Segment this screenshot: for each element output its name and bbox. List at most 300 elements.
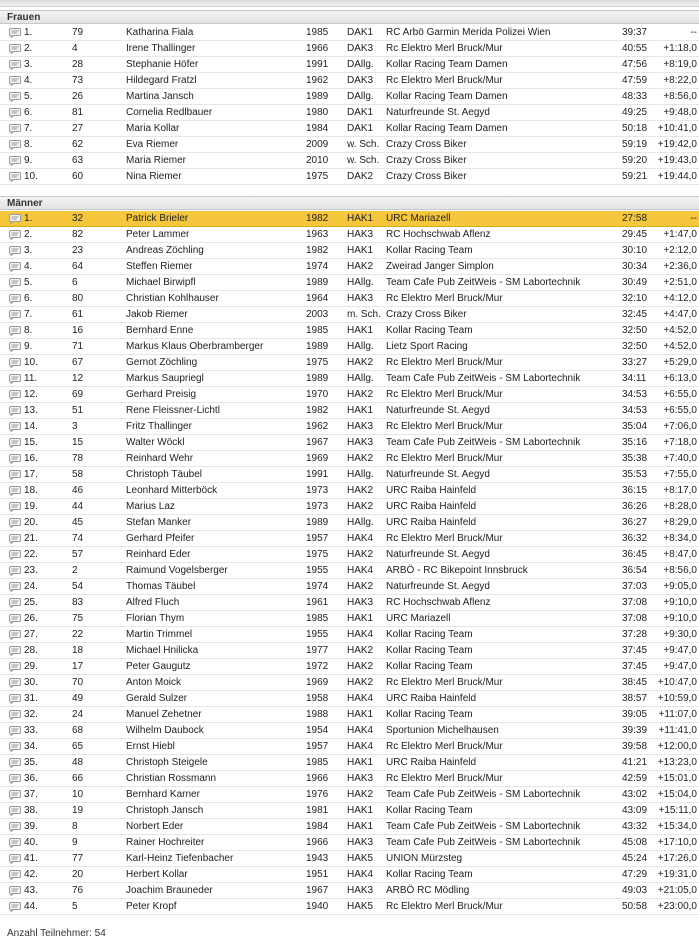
diff-cell: +4:12,0 — [663, 293, 697, 304]
rank-cell: 36. — [24, 773, 38, 784]
comment-icon[interactable] — [9, 886, 21, 896]
result-row[interactable] — [0, 515, 699, 531]
class-cell: HAK4 — [347, 725, 374, 736]
year-cell: 1989 — [306, 373, 329, 384]
comment-icon[interactable] — [9, 124, 21, 134]
bib-cell: 83 — [72, 597, 84, 608]
time-cell: 37:08 — [622, 613, 648, 624]
year-cell: 1985 — [306, 757, 329, 768]
rank-cell: 40. — [24, 837, 38, 848]
rank-cell: 3. — [24, 245, 33, 256]
year-cell: 1943 — [306, 853, 329, 864]
result-row[interactable] — [0, 547, 699, 563]
team-cell: Crazy Cross Biker — [386, 171, 467, 182]
name-cell: Gerhard Preisig — [126, 389, 197, 400]
team-cell: Kollar Racing Team Damen — [386, 59, 508, 70]
class-cell: HAK3 — [347, 293, 374, 304]
bib-cell: 74 — [72, 533, 84, 544]
class-cell: HAK2 — [347, 357, 374, 368]
name-cell: Manuel Zehetner — [126, 709, 202, 720]
comment-icon[interactable] — [9, 214, 21, 224]
year-cell: 1966 — [306, 773, 329, 784]
result-row[interactable] — [0, 675, 699, 691]
comment-icon[interactable] — [9, 678, 21, 688]
comment-icon[interactable] — [9, 262, 21, 272]
rank-cell: 15. — [24, 437, 38, 448]
result-row[interactable] — [0, 595, 699, 611]
result-row[interactable] — [0, 25, 699, 41]
result-row[interactable] — [0, 451, 699, 467]
bib-cell: 3 — [72, 421, 78, 432]
comment-icon[interactable] — [9, 470, 21, 480]
comment-icon[interactable] — [9, 44, 21, 54]
result-row[interactable] — [0, 883, 699, 899]
rank-cell: 5. — [24, 91, 33, 102]
time-cell: 39:37 — [622, 27, 648, 38]
year-cell: 1980 — [306, 107, 329, 118]
class-cell: HAK5 — [347, 853, 374, 864]
bib-cell: 63 — [72, 155, 84, 166]
name-cell: Christoph Jansch — [126, 805, 204, 816]
year-cell: 1958 — [306, 693, 329, 704]
rank-cell: 18. — [24, 485, 38, 496]
time-cell: 50:18 — [622, 123, 648, 134]
diff-cell: +4:47,0 — [663, 309, 697, 320]
name-cell: Patrick Brieler — [126, 213, 189, 224]
result-row[interactable] — [0, 819, 699, 835]
name-cell: Christoph Täubel — [126, 469, 202, 480]
rank-cell: 10. — [24, 357, 38, 368]
rank-cell: 13. — [24, 405, 38, 416]
year-cell: 1962 — [306, 421, 329, 432]
bib-cell: 5 — [72, 901, 78, 912]
comment-icon[interactable] — [9, 870, 21, 880]
comment-icon[interactable] — [9, 156, 21, 166]
diff-cell: +19:31,0 — [657, 869, 697, 880]
comment-icon[interactable] — [9, 76, 21, 86]
rank-cell: 1. — [24, 27, 33, 38]
year-cell: 1969 — [306, 453, 329, 464]
team-cell: Rc Elektro Merl Bruck/Mur — [386, 357, 503, 368]
year-cell: 1982 — [306, 213, 329, 224]
result-row[interactable] — [0, 153, 699, 169]
result-row[interactable] — [0, 339, 699, 355]
result-row[interactable] — [0, 691, 699, 707]
rank-cell: 39. — [24, 821, 38, 832]
comment-icon[interactable] — [9, 598, 21, 608]
result-row[interactable] — [0, 579, 699, 595]
class-cell: HAK2 — [347, 677, 374, 688]
bib-cell: 18 — [72, 645, 84, 656]
bib-cell: 24 — [72, 709, 84, 720]
time-cell: 45:08 — [622, 837, 648, 848]
team-cell: URC Raiba Hainfeld — [386, 485, 477, 496]
time-cell: 49:25 — [622, 107, 648, 118]
result-row[interactable] — [0, 419, 699, 435]
comment-icon[interactable] — [9, 582, 21, 592]
rank-cell: 7. — [24, 123, 33, 134]
result-row[interactable] — [0, 403, 699, 419]
comment-icon[interactable] — [9, 358, 21, 368]
result-row[interactable] — [0, 899, 699, 915]
team-cell: Rc Elektro Merl Bruck/Mur — [386, 43, 503, 54]
class-cell: HAK4 — [347, 533, 374, 544]
bib-cell: 82 — [72, 229, 84, 240]
time-cell: 38:57 — [622, 693, 648, 704]
bib-cell: 70 — [72, 677, 84, 688]
name-cell: Hildegard Fratzl — [126, 75, 197, 86]
result-row[interactable] — [0, 371, 699, 387]
class-cell: HAK4 — [347, 693, 374, 704]
rank-cell: 42. — [24, 869, 38, 880]
class-cell: HAllg. — [347, 277, 374, 288]
name-cell: Andreas Zöchling — [126, 245, 204, 256]
bib-cell: 81 — [72, 107, 84, 118]
comment-icon[interactable] — [9, 694, 21, 704]
result-row[interactable] — [0, 739, 699, 755]
class-cell: HAK1 — [347, 757, 374, 768]
comment-icon[interactable] — [9, 614, 21, 624]
comment-icon[interactable] — [9, 422, 21, 432]
name-cell: Gerhard Pfeifer — [126, 533, 195, 544]
time-cell: 37:28 — [622, 629, 648, 640]
name-cell: Anton Moick — [126, 677, 182, 688]
time-cell: 32:50 — [622, 325, 648, 336]
rank-cell: 31. — [24, 693, 38, 704]
time-cell: 32:10 — [622, 293, 648, 304]
result-row[interactable] — [0, 41, 699, 57]
comment-icon[interactable] — [9, 854, 21, 864]
team-cell: Rc Elektro Merl Bruck/Mur — [386, 741, 503, 752]
class-cell: HAllg. — [347, 469, 374, 480]
team-cell: Naturfreunde St. Aegyd — [386, 107, 490, 118]
team-cell: Rc Elektro Merl Bruck/Mur — [386, 901, 503, 912]
result-row[interactable] — [0, 435, 699, 451]
name-cell: Rainer Hochreiter — [126, 837, 205, 848]
year-cell: 1989 — [306, 91, 329, 102]
bib-cell: 6 — [72, 277, 78, 288]
rank-cell: 29. — [24, 661, 38, 672]
time-cell: 38:45 — [622, 677, 648, 688]
team-cell: Kollar Racing Team — [386, 629, 473, 640]
rank-cell: 11. — [24, 373, 38, 384]
result-row[interactable] — [0, 659, 699, 675]
name-cell: Steffen Riemer — [126, 261, 193, 272]
diff-cell: +6:55,0 — [663, 389, 697, 400]
team-cell: Rc Elektro Merl Bruck/Mur — [386, 677, 503, 688]
diff-cell: +8:56,0 — [663, 565, 697, 576]
name-cell: Christian Rossmann — [126, 773, 217, 784]
comment-icon[interactable] — [9, 108, 21, 118]
diff-cell: +23:00,0 — [657, 901, 697, 912]
name-cell: Peter Kropf — [126, 901, 177, 912]
class-cell: w. Sch. — [347, 139, 380, 150]
time-cell: 35:38 — [622, 453, 648, 464]
bib-cell: 77 — [72, 853, 84, 864]
result-row[interactable] — [0, 355, 699, 371]
class-cell: HAK1 — [347, 821, 374, 832]
year-cell: 1974 — [306, 261, 329, 272]
diff-cell: +5:29,0 — [663, 357, 697, 368]
name-cell: Maria Riemer — [126, 155, 187, 166]
result-row[interactable] — [0, 611, 699, 627]
team-cell: Team Cafe Pub ZeitWeis - SM Labortechnik — [386, 277, 581, 288]
year-cell: 1963 — [306, 229, 329, 240]
team-cell: URC Raiba Hainfeld — [386, 517, 477, 528]
name-cell: Gerald Sulzer — [126, 693, 188, 704]
comment-icon[interactable] — [9, 60, 21, 70]
result-row[interactable] — [0, 771, 699, 787]
diff-cell: +17:26,0 — [657, 853, 697, 864]
name-cell: Peter Lammer — [126, 229, 190, 240]
result-row[interactable] — [0, 755, 699, 771]
result-row[interactable] — [0, 787, 699, 803]
comment-icon[interactable] — [9, 790, 21, 800]
diff-cell: +21:05,0 — [657, 885, 697, 896]
comment-icon[interactable] — [9, 774, 21, 784]
diff-cell: +15:04,0 — [657, 789, 697, 800]
year-cell: 1984 — [306, 123, 329, 134]
result-row[interactable] — [0, 105, 699, 121]
time-cell: 27:58 — [622, 213, 648, 224]
bib-cell: 67 — [72, 357, 84, 368]
rank-cell: 28. — [24, 645, 38, 656]
comment-icon[interactable] — [9, 822, 21, 832]
comment-icon[interactable] — [9, 646, 21, 656]
result-row[interactable] — [0, 467, 699, 483]
time-cell: 39:58 — [622, 741, 648, 752]
result-row[interactable] — [0, 531, 699, 547]
result-row[interactable] — [0, 275, 699, 291]
year-cell: 1966 — [306, 43, 329, 54]
diff-cell: +8:22,0 — [663, 75, 697, 86]
comment-icon[interactable] — [9, 342, 21, 352]
bib-cell: 20 — [72, 869, 84, 880]
comment-icon[interactable] — [9, 566, 21, 576]
comment-icon[interactable] — [9, 92, 21, 102]
diff-cell: +9:05,0 — [663, 581, 697, 592]
result-row[interactable] — [0, 499, 699, 515]
comment-icon[interactable] — [9, 278, 21, 288]
result-row[interactable] — [0, 89, 699, 105]
result-row[interactable] — [0, 259, 699, 275]
result-row[interactable] — [0, 211, 699, 227]
bib-cell: 79 — [72, 27, 84, 38]
name-cell: Stefan Manker — [126, 517, 192, 528]
bib-cell: 73 — [72, 75, 84, 86]
comment-icon[interactable] — [9, 710, 21, 720]
bib-cell: 19 — [72, 805, 84, 816]
rank-cell: 30. — [24, 677, 38, 688]
comment-icon[interactable] — [9, 230, 21, 240]
year-cell: 1972 — [306, 661, 329, 672]
comment-icon[interactable] — [9, 140, 21, 150]
year-cell: 1955 — [306, 629, 329, 640]
diff-cell: +10:47,0 — [657, 677, 697, 688]
diff-cell: +12:00,0 — [657, 741, 697, 752]
result-row[interactable] — [0, 707, 699, 723]
name-cell: Fritz Thallinger — [126, 421, 192, 432]
year-cell: 1976 — [306, 789, 329, 800]
rank-cell: 3. — [24, 59, 33, 70]
rank-cell: 6. — [24, 107, 33, 118]
comment-icon[interactable] — [9, 454, 21, 464]
result-row[interactable] — [0, 387, 699, 403]
result-row[interactable] — [0, 483, 699, 499]
result-row[interactable] — [0, 867, 699, 883]
year-cell: 1981 — [306, 805, 329, 816]
name-cell: Stephanie Höfer — [126, 59, 199, 70]
result-row[interactable] — [0, 723, 699, 739]
rank-cell: 5. — [24, 277, 33, 288]
comment-icon[interactable] — [9, 28, 21, 38]
result-row[interactable] — [0, 835, 699, 851]
rank-cell: 10. — [24, 171, 38, 182]
comment-icon[interactable] — [9, 742, 21, 752]
year-cell: 1989 — [306, 517, 329, 528]
rank-cell: 14. — [24, 421, 38, 432]
result-row[interactable] — [0, 323, 699, 339]
result-row[interactable] — [0, 57, 699, 73]
bib-cell: 58 — [72, 469, 84, 480]
year-cell: 1989 — [306, 277, 329, 288]
result-row[interactable] — [0, 137, 699, 153]
time-cell: 39:05 — [622, 709, 648, 720]
comment-icon[interactable] — [9, 246, 21, 256]
comment-icon[interactable] — [9, 326, 21, 336]
comment-icon[interactable] — [9, 310, 21, 320]
diff-cell: -- — [690, 213, 697, 224]
class-cell: HAK2 — [347, 549, 374, 560]
diff-cell: +13:23,0 — [657, 757, 697, 768]
result-row[interactable] — [0, 563, 699, 579]
name-cell: Karl-Heinz Tiefenbacher — [126, 853, 234, 864]
time-cell: 37:08 — [622, 597, 648, 608]
class-cell: HAK1 — [347, 709, 374, 720]
comment-icon[interactable] — [9, 806, 21, 816]
name-cell: Norbert Eder — [126, 821, 184, 832]
result-row[interactable] — [0, 227, 699, 243]
diff-cell: +4:52,0 — [663, 341, 697, 352]
result-row[interactable] — [0, 291, 699, 307]
result-row[interactable] — [0, 169, 699, 185]
name-cell: Marius Laz — [126, 501, 175, 512]
comment-icon[interactable] — [9, 902, 21, 912]
participant-count: Anzahl Teilnehmer: 54 — [7, 928, 106, 939]
result-row[interactable] — [0, 643, 699, 659]
year-cell: 1973 — [306, 501, 329, 512]
comment-icon[interactable] — [9, 630, 21, 640]
comment-icon[interactable] — [9, 172, 21, 182]
comment-icon[interactable] — [9, 550, 21, 560]
team-cell: Team Cafe Pub ZeitWeis - SM Labortechnik — [386, 821, 581, 832]
diff-cell: +15:01,0 — [657, 773, 697, 784]
name-cell: Reinhard Wehr — [126, 453, 194, 464]
name-cell: Peter Gaugutz — [126, 661, 191, 672]
comment-icon[interactable] — [9, 502, 21, 512]
result-row[interactable] — [0, 803, 699, 819]
diff-cell: +9:47,0 — [663, 645, 697, 656]
class-cell: HAK5 — [347, 901, 374, 912]
comment-icon[interactable] — [9, 534, 21, 544]
team-cell: UNION Mürzsteg — [386, 853, 463, 864]
team-cell: Rc Elektro Merl Bruck/Mur — [386, 389, 503, 400]
rank-cell: 2. — [24, 229, 33, 240]
class-cell: HAK3 — [347, 773, 374, 784]
team-cell: Kollar Racing Team — [386, 709, 473, 720]
time-cell: 34:11 — [622, 373, 647, 384]
class-cell: HAK2 — [347, 645, 374, 656]
time-cell: 37:45 — [622, 645, 648, 656]
result-row[interactable] — [0, 73, 699, 89]
comment-icon[interactable] — [9, 838, 21, 848]
year-cell: 1975 — [306, 171, 329, 182]
bib-cell: 57 — [72, 549, 84, 560]
section-title: Frauen — [7, 12, 41, 23]
rank-cell: 23. — [24, 565, 38, 576]
time-cell: 59:20 — [622, 155, 648, 166]
rank-cell: 32. — [24, 709, 38, 720]
bib-cell: 15 — [72, 437, 84, 448]
class-cell: HAK1 — [347, 805, 374, 816]
result-row[interactable] — [0, 851, 699, 867]
comment-icon[interactable] — [9, 390, 21, 400]
comment-icon[interactable] — [9, 518, 21, 528]
comment-icon[interactable] — [9, 374, 21, 384]
comment-icon[interactable] — [9, 406, 21, 416]
year-cell: 1970 — [306, 389, 329, 400]
result-row[interactable] — [0, 243, 699, 259]
bib-cell: 78 — [72, 453, 84, 464]
diff-cell: +15:34,0 — [657, 821, 697, 832]
name-cell: Michael Birwipfl — [126, 277, 196, 288]
comment-icon[interactable] — [9, 662, 21, 672]
comment-icon[interactable] — [9, 486, 21, 496]
team-cell: Kollar Racing Team Damen — [386, 123, 508, 134]
year-cell: 1982 — [306, 245, 329, 256]
year-cell: 2009 — [306, 139, 329, 150]
comment-icon[interactable] — [9, 758, 21, 768]
year-cell: 1982 — [306, 405, 329, 416]
bib-cell: 48 — [72, 757, 84, 768]
comment-icon[interactable] — [9, 438, 21, 448]
time-cell: 30:34 — [622, 261, 648, 272]
class-cell: HAK4 — [347, 869, 374, 880]
time-cell: 30:10 — [622, 245, 648, 256]
team-cell: Kollar Racing Team — [386, 869, 473, 880]
result-row[interactable] — [0, 307, 699, 323]
year-cell: 1964 — [306, 293, 329, 304]
result-row[interactable] — [0, 121, 699, 137]
name-cell: Christian Kohlhauser — [126, 293, 219, 304]
comment-icon[interactable] — [9, 294, 21, 304]
rank-cell: 38. — [24, 805, 38, 816]
result-row[interactable] — [0, 627, 699, 643]
time-cell: 47:56 — [622, 59, 648, 70]
bib-cell: 46 — [72, 485, 84, 496]
rank-cell: 2. — [24, 43, 33, 54]
rank-cell: 44. — [24, 901, 38, 912]
class-cell: HAK2 — [347, 581, 374, 592]
time-cell: 42:59 — [622, 773, 648, 784]
team-cell: RC Hochschwab Aflenz — [386, 229, 491, 240]
bib-cell: 76 — [72, 885, 84, 896]
name-cell: Florian Thym — [126, 613, 185, 624]
team-cell: Zweirad Janger Simplon — [386, 261, 494, 272]
comment-icon[interactable] — [9, 726, 21, 736]
year-cell: 1962 — [306, 75, 329, 86]
year-cell: 1984 — [306, 821, 329, 832]
